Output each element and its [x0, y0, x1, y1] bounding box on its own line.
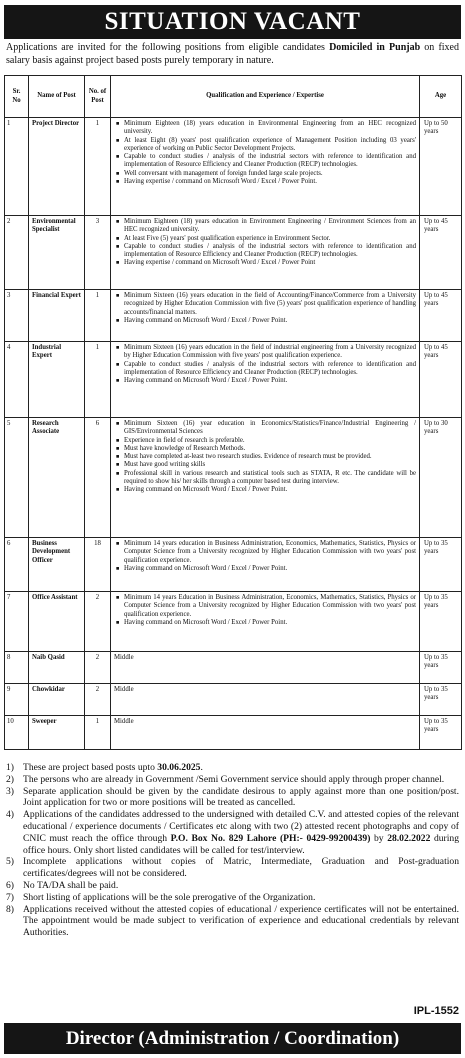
- qualification-item: ■ Minimum Sixteen (16) years education in the field of Accounting/Finance/Commerce from a University recognized by Higher Education Commission with five (5) years' post qualification experience of handling accounts/financial matters.: [124, 292, 416, 317]
- table-header-row: [5, 76, 462, 118]
- note-text: The persons who are already in Government /Semi Government service should apply through proper channel.: [23, 773, 445, 785]
- row-qualification: [111, 216, 420, 290]
- qualification-item: ■ Must have knowledge of Research Methods.: [124, 445, 416, 453]
- qualification-list: [114, 420, 416, 495]
- qualification-item: ■ Having expertise / command on Microsoft Word / Excel / Power Point: [124, 259, 416, 267]
- table-row: [5, 118, 462, 216]
- note-number: 5): [6, 856, 14, 868]
- signatory-footer: Director (Administration / Coordination): [4, 1023, 461, 1054]
- note-number: 8): [6, 903, 14, 915]
- row-qualification: Middle: [111, 652, 420, 684]
- row-post-name: Sweeper: [29, 716, 85, 750]
- ad-title: SITUATION VACANT: [4, 5, 461, 39]
- qualification-item: ■ Having command on Microsoft Word / Excel / Power Point.: [124, 619, 416, 627]
- row-qualification: Middle: [111, 684, 420, 716]
- row-qualification: [111, 290, 420, 342]
- row-sr-no: 6: [5, 538, 29, 592]
- qualification-item: ■ At least Eight (8) years' post qualification experience of Management Position including 03 years' experience of working on Public Sector Development Projects.: [124, 137, 416, 154]
- intro-paragraph: [6, 42, 459, 67]
- row-post-name: Project Director: [29, 118, 85, 216]
- row-age-limit: Up to 50 years: [420, 118, 462, 216]
- row-age-limit: Up to 35 years: [420, 716, 462, 750]
- note-highlight: 30.06.2025: [157, 762, 201, 773]
- qualification-list: [114, 344, 416, 385]
- intro-text: Applications are invited for the following positions from eligible candidates: [6, 42, 330, 53]
- row-qualification: [111, 118, 420, 216]
- row-post-name: Financial Expert: [29, 290, 85, 342]
- qualification-item: ■ Having command on Microsoft Word / Excel / Power Point.: [124, 565, 416, 573]
- table-row: [5, 342, 462, 418]
- qualification-item: ■ Must have completed at-least two research studies. Evidence of research must be provided.: [124, 453, 416, 461]
- table-row: [5, 290, 462, 342]
- note-item: [6, 880, 459, 892]
- qualification-item: ■ Minimum Eighteen (18) years education in Environmental Engineering from an HEC recognized university.: [124, 120, 416, 137]
- qualification-item: ■ Having command on Microsoft Word / Excel / Power Point.: [124, 377, 416, 385]
- qualification-item: ■ Capable to conduct studies / analysis of the industrial sectors with reference to identification and implementation of Resource Efficiency and Cleaner Production (RECP) technologies.: [124, 361, 416, 378]
- note-text-cont: .: [200, 762, 203, 773]
- row-post-count: 2: [85, 652, 111, 684]
- qualification-item: ■ Well conversant with management of foreign funded large scale projects.: [124, 170, 416, 178]
- note-text-end: during office hours. Only short listed candidates will be called for test/interview.: [23, 832, 459, 856]
- table-row: [5, 652, 462, 684]
- qualification-item: ■ At least Five (5) years' post qualification experience in Environment Sector.: [124, 235, 416, 243]
- row-post-name: Research Associate: [29, 418, 85, 538]
- row-sr-no: 5: [5, 418, 29, 538]
- row-age-limit: Up to 35 years: [420, 538, 462, 592]
- row-post-count: 1: [85, 290, 111, 342]
- header-qualification: Qualification and Experience / Expertise: [111, 76, 420, 118]
- note-number: 3): [6, 785, 14, 797]
- notes-ordered-list: [6, 762, 459, 939]
- qualification-list: [114, 120, 416, 186]
- note-text: No TA/DA shall be paid.: [23, 879, 119, 891]
- qualification-item: ■ Experience in field of research is preferable.: [124, 437, 416, 445]
- row-age-limit: Up to 45 years: [420, 216, 462, 290]
- row-sr-no: 1: [5, 118, 29, 216]
- intro-domicile: Domiciled in Punjab: [329, 42, 421, 53]
- row-age-limit: Up to 45 years: [420, 342, 462, 418]
- table-body: [5, 118, 462, 750]
- row-sr-no: 7: [5, 592, 29, 652]
- row-post-name: Business Development Officer: [29, 538, 85, 592]
- posts-table: [4, 75, 462, 750]
- qualification-item: ■ Having command on Microsoft Word / Excel / Power Point.: [124, 486, 416, 494]
- header-age: Age: [420, 76, 462, 118]
- note-highlight-2: 28.02.2022: [387, 832, 431, 844]
- qualification-item: ■ Minimum Sixteen (16) years education in the field of industrial engineering from a University recognized by Higher Education Commission with five years' post qualification experience.: [124, 344, 416, 361]
- row-post-count: 18: [85, 538, 111, 592]
- row-sr-no: 3: [5, 290, 29, 342]
- qualification-item: ■ Capable to conduct studies / analysis of the industrial sectors with reference to identification and implementation of Resource Efficiency and Cleaner Production (RECP) technologies.: [124, 153, 416, 170]
- row-qualification: Middle: [111, 716, 420, 750]
- qualification-list: [114, 540, 416, 573]
- row-sr-no: 2: [5, 216, 29, 290]
- row-post-count: 3: [85, 216, 111, 290]
- qualification-item: ■ Professional skill in various research and statistical tools such as STATA, R etc. The candidate will be required to show his/ her skills through a computer based test during interview.: [124, 470, 416, 487]
- qualification-list: [114, 594, 416, 627]
- qualification-list: [114, 292, 416, 325]
- note-number: 7): [6, 891, 14, 903]
- note-text: Separate application should be given by the candidate desirous to apply against more than one position/post. Joint application for two or more positions will be treated as cancelled.: [23, 785, 459, 809]
- note-text: Short listing of applications will be the sole prerogative of the Organization.: [23, 891, 316, 903]
- row-post-name: Naib Qasid: [29, 652, 85, 684]
- table-row: [5, 538, 462, 592]
- note-item: [6, 904, 459, 939]
- row-post-count: 2: [85, 592, 111, 652]
- header-posts: No. of Post: [85, 76, 111, 118]
- note-item: [6, 786, 459, 810]
- row-post-count: 1: [85, 716, 111, 750]
- row-age-limit: Up to 30 years: [420, 418, 462, 538]
- note-number: 4): [6, 809, 14, 821]
- qualification-item: ■ Minimum Sixteen (16) year education in Economics/Statistics/Finance/Industrial Engineering / GIS/Environmental Sciences: [124, 420, 416, 437]
- qualification-item: ■ Having command on Microsoft Word / Excel / Power Point.: [124, 317, 416, 325]
- row-qualification: [111, 592, 420, 652]
- row-sr-no: 10: [5, 716, 29, 750]
- row-sr-no: 4: [5, 342, 29, 418]
- qualification-item: ■ Must have good writing skills: [124, 461, 416, 469]
- note-text: These are project based posts upto: [23, 762, 158, 773]
- row-age-limit: Up to 45 years: [420, 290, 462, 342]
- notes-list: [6, 762, 459, 939]
- row-age-limit: Up to 35 years: [420, 592, 462, 652]
- row-age-limit: Up to 35 years: [420, 652, 462, 684]
- row-sr-no: 8: [5, 652, 29, 684]
- row-post-name: Office Assistant: [29, 592, 85, 652]
- note-text: Incomplete applications without copies of Matric, Intermediate, Graduation and Post-graduation certificates/degrees will not be considered.: [23, 856, 459, 880]
- row-qualification: [111, 418, 420, 538]
- row-post-count: 6: [85, 418, 111, 538]
- row-post-name: Environmental Specialist: [29, 216, 85, 290]
- qualification-item: ■ Minimum Eighteen (18) years education in Environment Engineering / Environment Sciences from an HEC recognized university.: [124, 218, 416, 235]
- note-item: [6, 892, 459, 904]
- row-post-count: 1: [85, 342, 111, 418]
- note-item: [6, 856, 459, 880]
- row-post-name: Chowkidar: [29, 684, 85, 716]
- table-row: [5, 216, 462, 290]
- row-post-count: 2: [85, 684, 111, 716]
- note-item: [6, 809, 459, 856]
- note-number: 1): [6, 762, 14, 773]
- note-item: [6, 762, 459, 774]
- row-qualification: [111, 342, 420, 418]
- note-text-cont: by: [370, 832, 388, 844]
- qualification-item: ■ Capable to conduct studies / analysis of the industrial sectors with reference to identification and implementation of Resource Efficiency and Cleaner Production (RECP) technologies.: [124, 243, 416, 260]
- row-sr-no: 9: [5, 684, 29, 716]
- note-text: Applications of the candidates addressed to the undersigned with detailed C.V. and attested copies of the relevant educational / experience documents / Certificates etc along with two (2) attested recent photographs and copy of CNIC must reach the office through: [23, 809, 459, 844]
- row-post-name: Industrial Expert: [29, 342, 85, 418]
- row-age-limit: Up to 35 years: [420, 684, 462, 716]
- note-number: 6): [6, 879, 14, 891]
- note-item: [6, 774, 459, 786]
- table-row: [5, 418, 462, 538]
- qualification-list: [114, 218, 416, 268]
- row-qualification: [111, 538, 420, 592]
- row-post-count: 1: [85, 118, 111, 216]
- note-number: 2): [6, 773, 14, 785]
- qualification-item: ■ Minimum 14 years education in Business Administration, Economics, Mathematics, Statistics, Physics or Computer Science from a University recognized by Higher Education Commission with two years' post qualification experience.: [124, 540, 416, 565]
- header-name: Name of Post: [29, 76, 85, 118]
- qualification-item: ■ Having expertise / command on Microsoft Word / Excel / Power Point.: [124, 178, 416, 186]
- header-sr: Sr. No: [5, 76, 29, 118]
- table-row: [5, 684, 462, 716]
- ad-reference: IPL-1552: [413, 1005, 459, 1017]
- table-row: [5, 592, 462, 652]
- note-text: Applications received without the attested copies of educational / experience certificates will not be entertained. The appointment would be made subject to verification of experience and educational credentials by relevant Authorities.: [23, 903, 459, 939]
- intro-text-end: on fixed salary basis against project based posts purely temporary in nature.: [6, 42, 459, 66]
- table-row: [5, 716, 462, 750]
- note-highlight: P.O. Box No. 829 Lahore (PH:- 0429-99200439): [170, 832, 371, 844]
- qualification-item: ■ Minimum 14 years Education in Business Administration, Economics, Mathematics, Statistics, Physics or Computer Science from a University recognized by Higher Education Commission with two years' post qualification experience.: [124, 594, 416, 619]
